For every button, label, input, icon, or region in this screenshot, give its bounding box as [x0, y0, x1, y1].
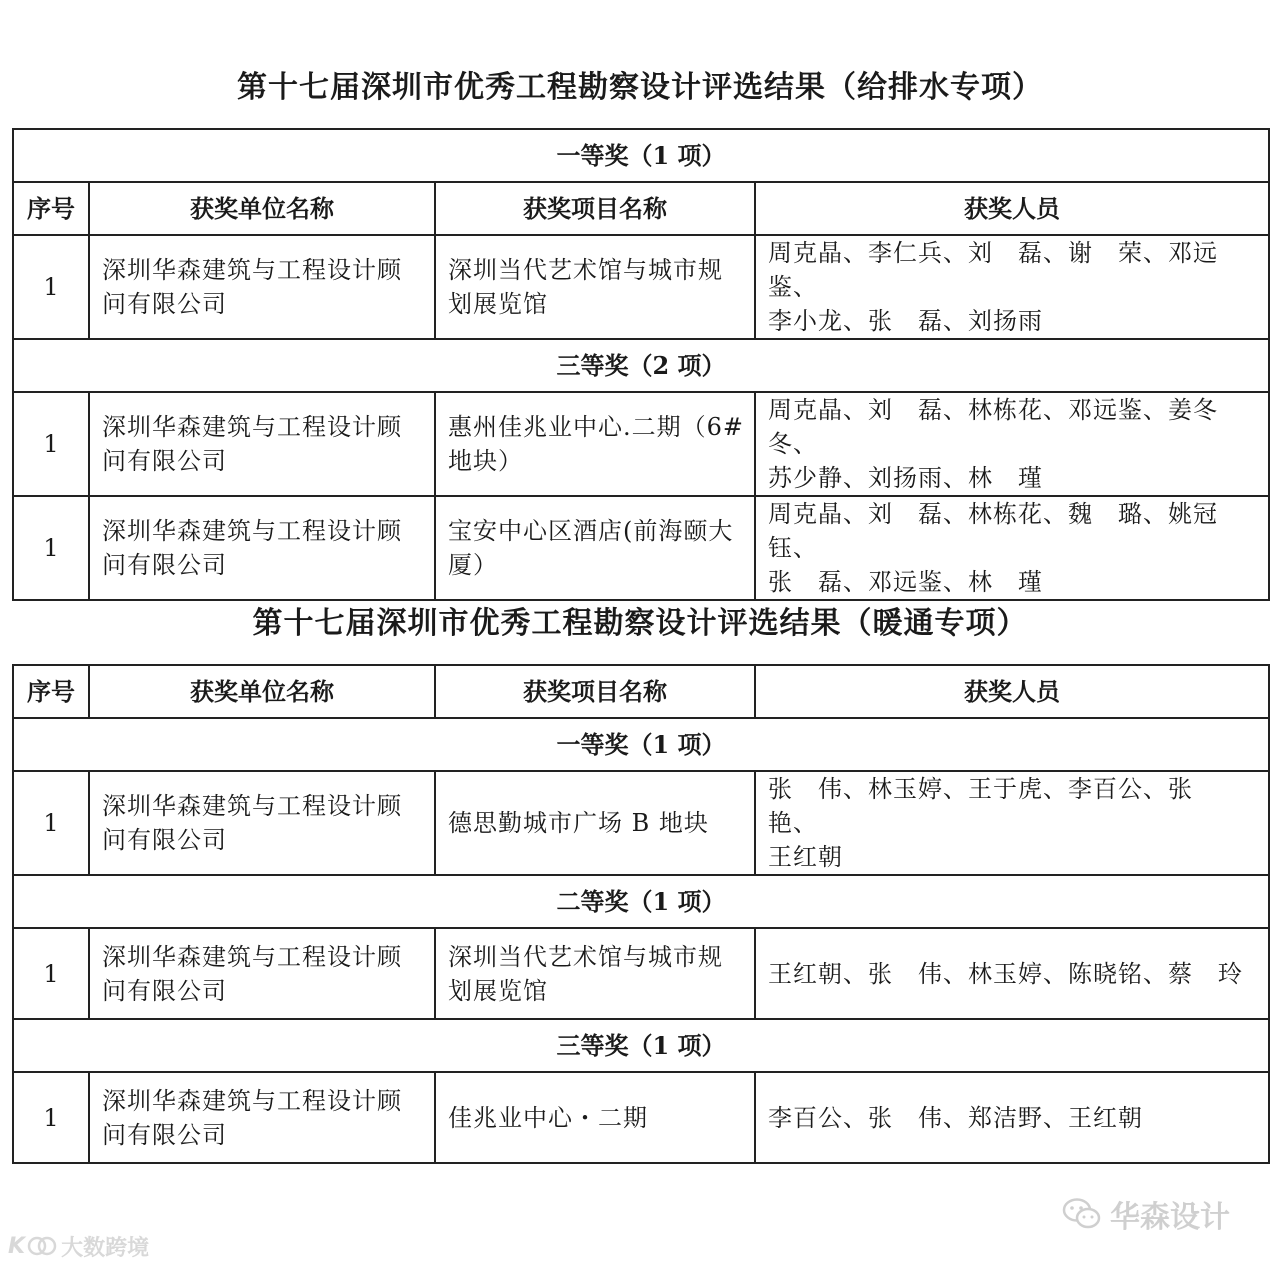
table-row [13, 496, 1269, 600]
row-number: 1 [13, 392, 89, 496]
watermark-wechat [1062, 1192, 1230, 1236]
award-section-heading: 一等奖（1 项） [13, 129, 1269, 182]
column-header-unit: 获奖单位名称 [89, 665, 435, 718]
award-project: 深圳当代艺术馆与城市规 划展览馆 [435, 928, 755, 1019]
table-row [13, 928, 1269, 1019]
column-header-project: 获奖项目名称 [435, 182, 755, 235]
award-people: 周克晶、李仁兵、刘 磊、谢 荣、邓远鉴、 李小龙、张 磊、刘扬雨 [755, 235, 1269, 339]
table-row [13, 771, 1269, 875]
row-number: 1 [13, 771, 89, 875]
results-table-hvac [12, 664, 1270, 1164]
award-unit: 深圳华森建筑与工程设计顾 问有限公司 [89, 928, 435, 1019]
award-section-heading: 三等奖（1 项） [13, 1019, 1269, 1072]
chat-bubble-icon [27, 1233, 57, 1259]
award-project: 德思勤城市广场 B 地块 [435, 771, 755, 875]
award-unit: 深圳华森建筑与工程设计顾 问有限公司 [89, 392, 435, 496]
column-header-people: 获奖人员 [755, 665, 1269, 718]
table-title-water: 第十七届深圳市优秀工程勘察设计评选结果（给排水专项） [237, 70, 1043, 105]
watermark-right-text: 华森设计 [1110, 1200, 1230, 1235]
row-number: 1 [13, 1072, 89, 1163]
watermark-left [8, 1226, 149, 1266]
award-project: 惠州佳兆业中心.二期（6# 地块） [435, 392, 755, 496]
table-row [13, 235, 1269, 339]
award-unit: 深圳华森建筑与工程设计顾 问有限公司 [89, 496, 435, 600]
award-people: 张 伟、林玉婷、王于虎、李百公、张 艳、 王红朝 [755, 771, 1269, 875]
award-unit: 深圳华森建筑与工程设计顾 问有限公司 [89, 771, 435, 875]
award-unit: 深圳华森建筑与工程设计顾 问有限公司 [89, 235, 435, 339]
award-unit: 深圳华森建筑与工程设计顾 问有限公司 [89, 1072, 435, 1163]
wechat-icon [1062, 1197, 1102, 1231]
row-number: 1 [13, 235, 89, 339]
column-header-people: 获奖人员 [755, 182, 1269, 235]
award-people: 周克晶、刘 磊、林栋花、魏 璐、姚冠钰、 张 磊、邓远鉴、林 瑾 [755, 496, 1269, 600]
table-row [13, 1072, 1269, 1163]
watermark-left-prefix: K [8, 1233, 26, 1259]
table-title-hvac: 第十七届深圳市优秀工程勘察设计评选结果（暖通专项） [252, 606, 1028, 641]
award-section-heading: 三等奖（2 项） [13, 339, 1269, 392]
award-people: 王红朝、张 伟、林玉婷、陈晓铭、蔡 玲 [755, 928, 1269, 1019]
award-people: 周克晶、刘 磊、林栋花、邓远鉴、姜冬冬、 苏少静、刘扬雨、林 瑾 [755, 392, 1269, 496]
award-project: 深圳当代艺术馆与城市规 划展览馆 [435, 235, 755, 339]
award-section-heading: 二等奖（1 项） [13, 875, 1269, 928]
table-row [13, 392, 1269, 496]
award-section-heading: 一等奖（1 项） [13, 718, 1269, 771]
column-header-unit: 获奖单位名称 [89, 182, 435, 235]
row-number: 1 [13, 496, 89, 600]
column-header-no: 序号 [13, 182, 89, 235]
row-number: 1 [13, 928, 89, 1019]
results-table-water [12, 128, 1270, 601]
award-people: 李百公、张 伟、郑洁野、王红朝 [755, 1072, 1269, 1163]
watermark-left-text: 大数跨境 [61, 1235, 150, 1261]
award-project: 佳兆业中心・二期 [435, 1072, 755, 1163]
award-project: 宝安中心区酒店(前海颐大 厦） [435, 496, 755, 600]
column-header-project: 获奖项目名称 [435, 665, 755, 718]
column-header-no: 序号 [13, 665, 89, 718]
